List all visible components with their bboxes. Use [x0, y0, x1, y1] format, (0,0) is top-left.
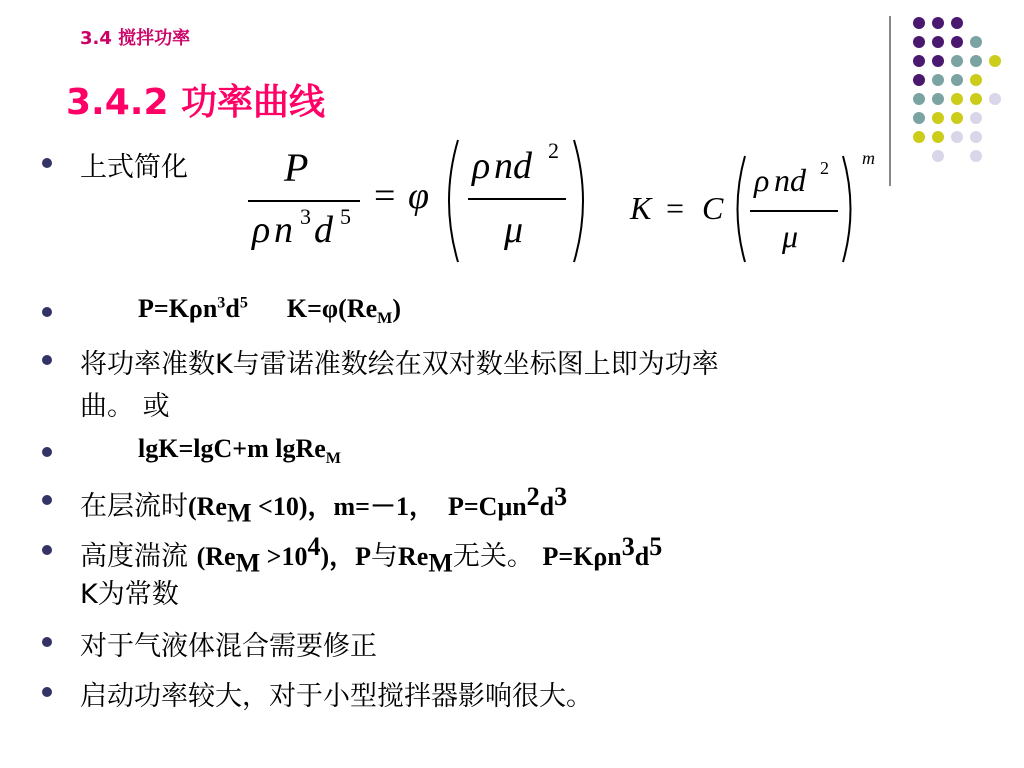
eq1-lhs-exp5: 5 — [340, 204, 351, 229]
formula-sup: 5 — [239, 294, 248, 312]
eq1-lhs-exp3: 3 — [300, 204, 311, 229]
eq1-left-paren-icon — [438, 138, 462, 264]
formula-sub: M — [226, 498, 252, 528]
formula-sup: 5 — [649, 532, 663, 561]
eq2-equals: = — [666, 190, 685, 226]
formula-part: d — [634, 542, 650, 571]
eq2-num-nd: nd — [774, 162, 806, 198]
formula-part: >10 — [260, 542, 308, 571]
bullet-icon — [42, 495, 52, 505]
formula-part: lgK=lgC+m lgRe — [138, 434, 326, 463]
formula-sup: 3 — [621, 532, 635, 561]
formula-part: ) — [392, 294, 402, 323]
bullet-text-startup: 启动功率较大，对于小型搅拌器影响很大。 — [80, 681, 593, 712]
formula-part: <10)，m=－1， P=Cμn — [251, 492, 527, 521]
eq1-lhs-n: n — [274, 209, 293, 251]
bullet-icon — [42, 545, 52, 555]
laminar-label: 在层流时 — [80, 491, 188, 522]
formula-part: P=Kρn — [138, 294, 218, 323]
bullet-laminar — [80, 482, 567, 528]
eq1-equals: = — [374, 175, 396, 217]
eq1-rhs-nd: nd — [494, 145, 532, 187]
formula-part: P=Kρn — [542, 542, 622, 571]
eq2-exp2: 2 — [820, 158, 829, 178]
formula-sub: M — [428, 548, 453, 578]
formula-part: d — [225, 294, 240, 323]
bullet-icon — [42, 447, 52, 457]
formula-sup: 3 — [554, 482, 568, 511]
bullet-text-plot-line1: 将功率准数K与雷诺准数绘在双对数坐标图上即为功率 — [80, 349, 719, 380]
bullet-icon — [42, 687, 52, 697]
eq1-rhs-mu: μ — [504, 209, 524, 251]
eq2-num-rho: ρ — [754, 162, 770, 198]
formula-part: K=φ(Re — [247, 294, 378, 323]
eq1-lhs-numerator: P — [284, 145, 309, 190]
eq2-K: K — [630, 190, 652, 226]
dot-grid-icon — [913, 17, 1001, 162]
formula-part: Re — [398, 542, 429, 571]
eq1-rhs-exp2: 2 — [548, 138, 559, 163]
eq1-lhs-fraction-bar — [248, 200, 360, 202]
bullet-icon — [42, 158, 52, 168]
eq1-lhs-d: d — [314, 209, 333, 251]
turbulent-label: 高度湍流 — [80, 541, 197, 572]
eq1-lhs-rho: ρ — [252, 209, 271, 251]
formula-part: )，P — [320, 542, 371, 571]
eq2-exponent-m: m — [862, 148, 875, 168]
bullet-text-gas-liquid: 对于气液体混合需要修正 — [80, 631, 377, 662]
bullet-icon — [42, 637, 52, 647]
formula-sub: M — [235, 548, 261, 578]
bullet-text-plot-line2: 曲。 或 — [80, 391, 170, 422]
formula-sup: 3 — [217, 294, 226, 312]
eq2-fraction-bar — [750, 210, 838, 212]
bullet-icon — [42, 307, 52, 317]
formula-sub: M — [377, 310, 393, 328]
page-title: 3.4.2 功率曲线 — [66, 82, 326, 123]
bullet-formula-lgk — [138, 434, 341, 468]
divider-line — [889, 16, 891, 186]
eq2-left-paren-icon — [728, 154, 748, 264]
eq2-C: C — [702, 190, 724, 226]
eq1-right-paren-icon — [570, 138, 594, 264]
formula-sub: M — [325, 450, 341, 468]
bullet-formula-p — [138, 294, 401, 328]
eq1-phi: φ — [408, 175, 430, 217]
bullet-text-simplify: 上式简化 — [80, 152, 188, 183]
bullet-turbulent-line2: K为常数 — [80, 579, 179, 610]
formula-sup: 4 — [307, 532, 321, 561]
formula-part: (Re — [188, 492, 227, 521]
equation-power-number — [240, 130, 600, 270]
bullet-icon — [42, 355, 52, 365]
decorative-dot-grid — [910, 14, 1020, 164]
section-label: 3.4 搅拌功率 — [80, 28, 191, 49]
text-part: 与 — [371, 541, 398, 572]
eq1-rhs-rho: ρ — [472, 145, 491, 187]
formula-part: d — [539, 492, 555, 521]
formula-part: (Re — [196, 542, 236, 571]
eq1-rhs-fraction-bar — [468, 198, 566, 200]
text-part: 无关。 — [452, 541, 543, 572]
eq2-right-paren-icon — [840, 154, 860, 264]
eq2-mu: μ — [782, 218, 799, 254]
formula-sup: 2 — [526, 482, 540, 511]
equation-k-definition — [630, 148, 880, 270]
